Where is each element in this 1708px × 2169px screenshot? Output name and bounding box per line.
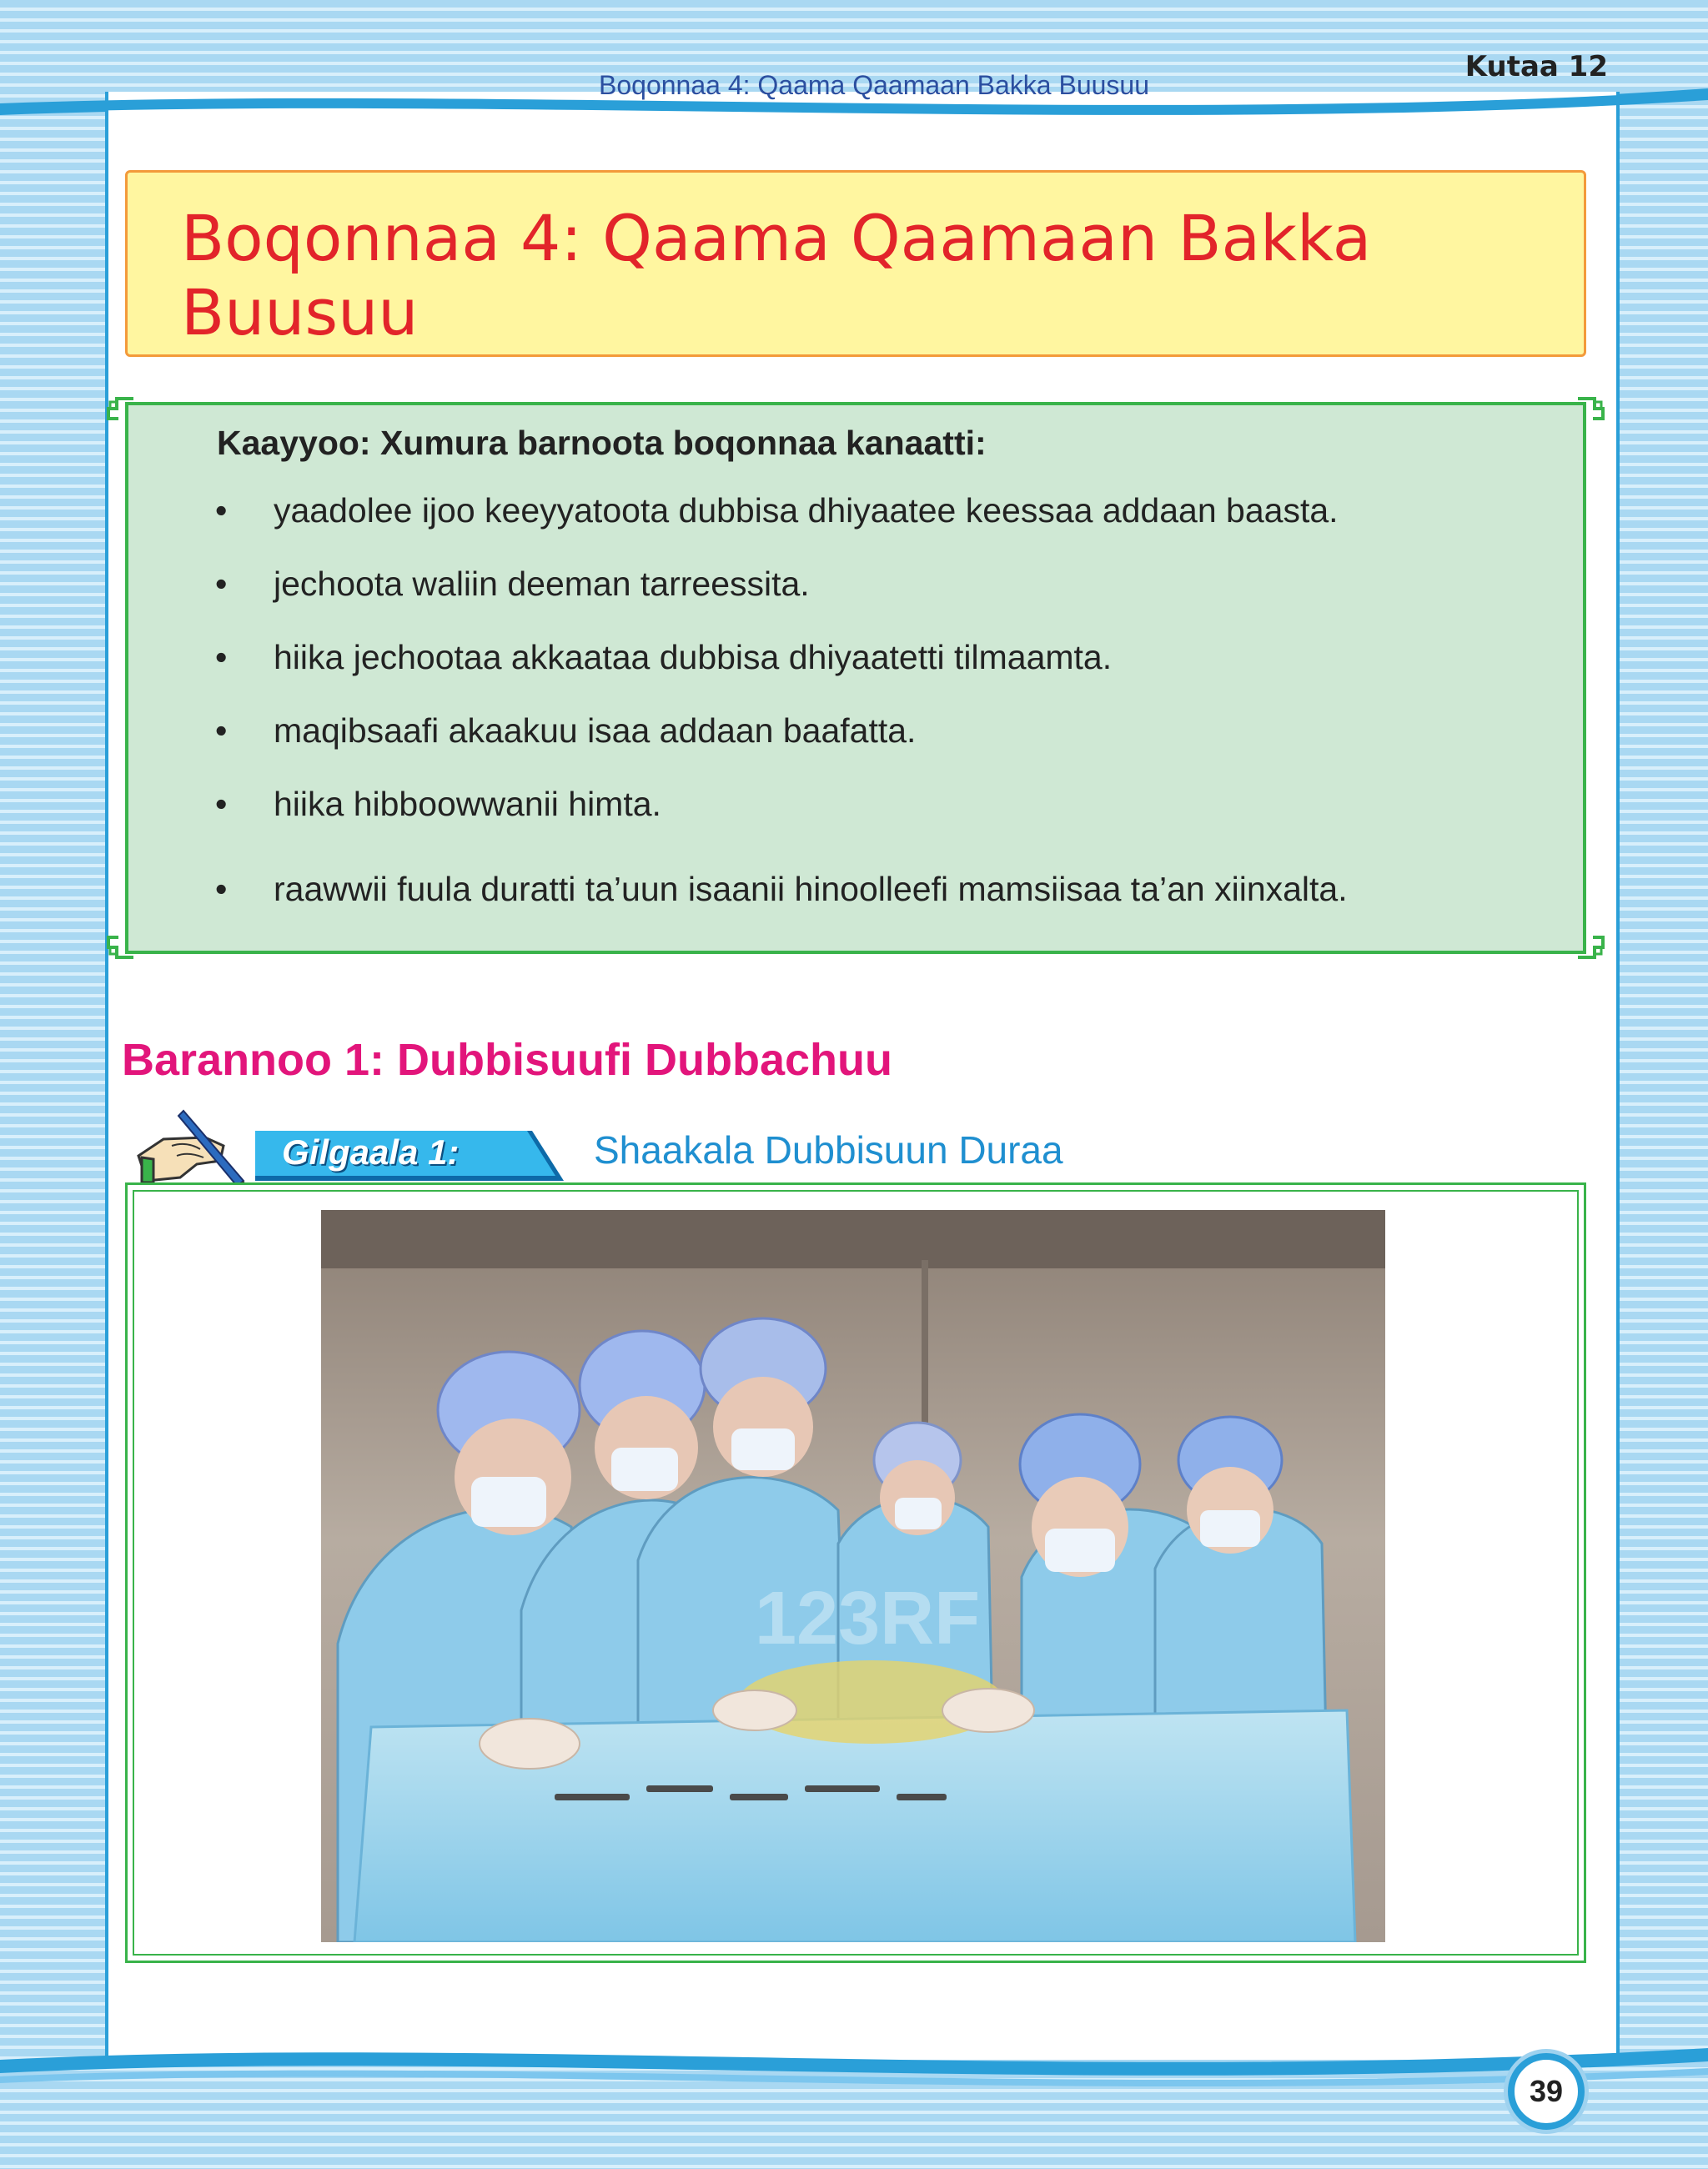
- photo-watermark: 123RF: [755, 1577, 981, 1660]
- corner-ornament-icon: [105, 927, 138, 961]
- lesson-title: Barannoo 1: Dubbisuufi Dubbachuu: [122, 1035, 892, 1085]
- objective-item: • hiika jechootaa akkaataa dubbisa dhiyaatetti tilmaamta.: [212, 635, 1348, 709]
- objectives-box: [125, 402, 1586, 954]
- corner-ornament-icon: [1573, 395, 1606, 429]
- objective-item: • raawwii fuula duratti ta’uun isaanii hinoolleefi mamsiisaa ta’an xiinxalta.: [212, 867, 1348, 941]
- chapter-title: Boqonnaa 4: Qaama Qaamaan Bakka Buusuu: [181, 201, 1372, 349]
- page-number: 39: [1508, 2053, 1585, 2130]
- photo-frame: [125, 1182, 1586, 1963]
- activity-title: Shaakala Dubbisuun Duraa: [594, 1128, 1063, 1172]
- corner-ornament-icon: [105, 395, 138, 429]
- bottom-wave-decoration: [0, 2026, 1708, 2101]
- activity-tag-label: Gilgaala 1:: [282, 1132, 460, 1172]
- surgical-team-photo: [321, 1210, 1385, 1942]
- running-head: Boqonnaa 4: Qaama Qaamaan Bakka Buusuu: [599, 70, 1149, 100]
- objectives-heading: Kaayyoo: Xumura barnoota boqonnaa kanaatti:: [217, 424, 987, 462]
- objective-item: • yaadolee ijoo keeyyatoota dubbisa dhiyaatee keessaa addaan baasta.: [212, 489, 1348, 562]
- objective-item: • maqibsaafi akaakuu isaa addaan baafatta.: [212, 709, 1348, 782]
- objective-item: • hiika hibboowwanii himta.: [212, 782, 1348, 856]
- corner-ornament-icon: [1573, 927, 1606, 961]
- page-label: Kutaa 12: [1464, 50, 1608, 83]
- objectives-list: [212, 489, 1348, 941]
- objective-item: • jechoota waliin deeman tarreessita.: [212, 562, 1348, 635]
- chapter-title-box: [125, 170, 1586, 357]
